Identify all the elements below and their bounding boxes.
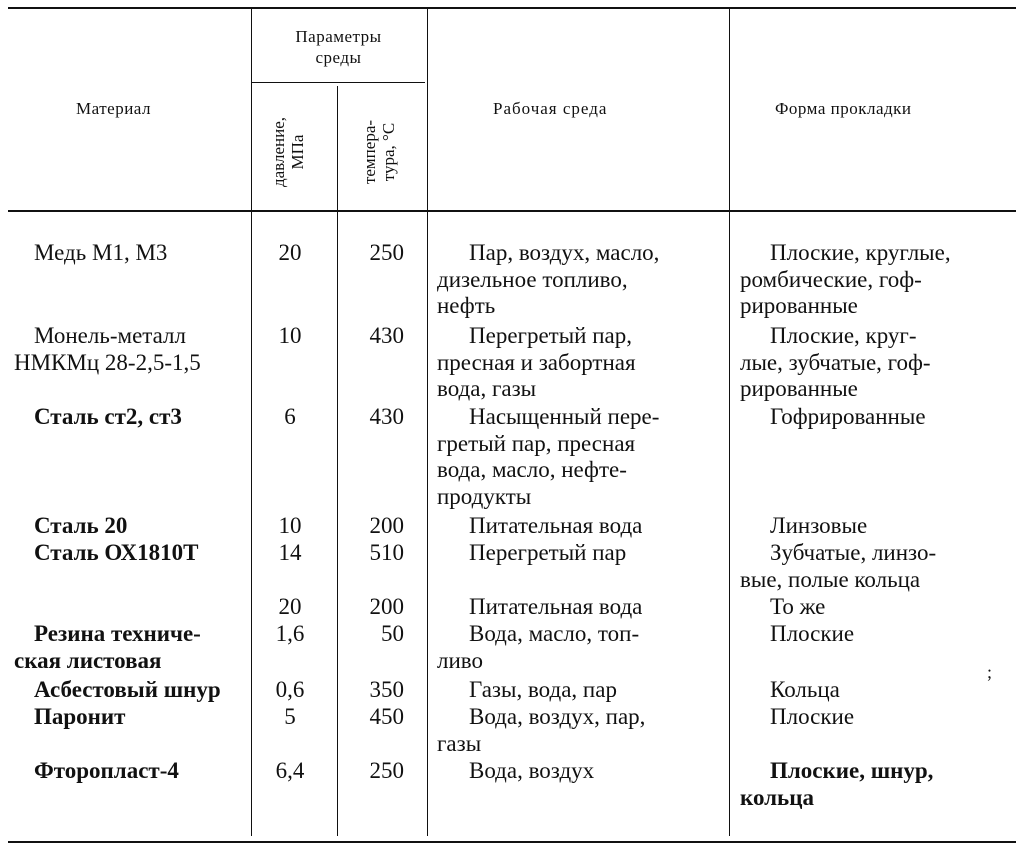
shape-line: рированные [740, 293, 858, 318]
shape-cell [740, 323, 1010, 403]
temperature-cell: 200 [369, 513, 404, 538]
header-pressure-line-1: давление, [269, 116, 288, 188]
material-line: Паронит [34, 704, 126, 729]
medium-cell [437, 621, 718, 674]
pressure-cell: 0,6 [275, 677, 305, 702]
medium-cell [437, 758, 718, 785]
pressure-cell: 5 [284, 704, 296, 729]
shape-cell [740, 404, 1010, 431]
medium-line: Насыщенный пере- [469, 404, 660, 429]
medium-cell [437, 594, 718, 621]
shape-cell [740, 621, 1010, 648]
shape-line: Линзовые [770, 513, 868, 538]
medium-line: пресная и забортная [437, 349, 636, 375]
shape-line: кольца [740, 784, 814, 810]
shape-cell [740, 594, 1010, 621]
material-cell [14, 323, 248, 376]
medium-line: Перегретый пар [469, 540, 627, 565]
shape-cell [740, 240, 1010, 320]
header-temperature-line-1: темпера- [360, 119, 379, 185]
header-pressure [269, 92, 309, 212]
medium-line: вода, газы [437, 376, 537, 401]
temperature-cell: 200 [369, 594, 404, 619]
shape-line: Зубчатые, линзо- [770, 540, 937, 565]
header-medium: Рабочая среда [493, 99, 608, 118]
stray-mark: ; [987, 662, 993, 682]
medium-cell [437, 513, 718, 540]
temperature-cell: 450 [369, 704, 404, 729]
header-temperature [360, 92, 400, 212]
shape-line: ромбические, гоф- [740, 266, 922, 292]
header-rule [8, 210, 1016, 212]
pressure-cell: 20 [278, 240, 302, 265]
temperature-cell: 430 [369, 323, 404, 348]
shape-line: Плоские [770, 621, 855, 646]
medium-cell [437, 404, 718, 510]
medium-line: Вода, воздух [469, 758, 595, 783]
medium-cell [437, 540, 718, 567]
material-line: Фторопласт-4 [34, 758, 179, 783]
temperature-cell: 430 [369, 404, 404, 429]
material-line: Асбестовый шнур [34, 677, 221, 702]
material-cell [14, 404, 248, 431]
medium-cell [437, 677, 718, 704]
shape-line: Плоские, круг- [770, 323, 917, 348]
material-cell [14, 677, 248, 704]
header-temperature-line-2: тура, °C [379, 122, 398, 182]
bottom-rule [8, 841, 1016, 843]
material-line: Сталь ст2, ст3 [34, 404, 182, 429]
temperature-cell: 510 [369, 540, 404, 565]
medium-line: Газы, вода, пар [469, 677, 617, 702]
header-params-line-2: среды [315, 48, 362, 67]
medium-line: газы [437, 730, 482, 756]
material-cell [14, 758, 248, 785]
medium-line: Вода, воздух, пар, [469, 704, 646, 729]
material-line: ская листовая [14, 647, 162, 673]
medium-line: ливо [437, 647, 483, 673]
medium-line: Питательная вода [469, 594, 643, 619]
material-line: Сталь ОХ1810Т [34, 540, 199, 565]
header-params-line-1: Параметры [295, 27, 382, 46]
pressure-cell: 10 [278, 513, 302, 538]
shape-cell [740, 677, 1010, 704]
medium-cell [437, 240, 718, 320]
material-line: Монель-металл [34, 323, 186, 348]
shape-line: Плоские, круглые, [770, 240, 951, 265]
material-line: Резина техниче- [34, 621, 201, 646]
shape-line: Гофрированные [770, 404, 926, 429]
material-line: Сталь 20 [34, 513, 128, 538]
temperature-cell: 50 [381, 621, 404, 646]
pressure-cell: 10 [278, 323, 302, 348]
pressure-cell: 20 [278, 594, 302, 619]
medium-line: вода, масло, нефте- [437, 457, 627, 482]
material-cell [14, 621, 248, 674]
temperature-cell: 350 [369, 677, 404, 702]
medium-cell [437, 704, 718, 757]
header-params-group [252, 26, 425, 68]
medium-line: гретый пар, пресная [437, 430, 636, 456]
col-divider-3 [427, 8, 428, 836]
shape-line: рированные [740, 376, 858, 401]
col-divider-2 [337, 86, 338, 836]
pressure-cell: 1,6 [275, 621, 305, 646]
shape-cell [740, 513, 1010, 540]
material-cell [14, 240, 248, 267]
col-divider-1 [251, 8, 252, 836]
medium-line: Перегретый пар, [469, 323, 632, 348]
shape-line: То же [770, 594, 826, 619]
params-subrule [252, 82, 425, 83]
shape-line: вые, полые кольца [740, 566, 921, 592]
shape-line: Плоские [770, 704, 855, 729]
header-pressure-line-2: МПа [288, 134, 307, 170]
pressure-cell: 14 [278, 540, 302, 565]
col-divider-4 [729, 8, 730, 836]
material-line: НМКМц 28-2,5-1,5 [14, 349, 201, 375]
shape-cell [740, 704, 1010, 731]
medium-line: Питательная вода [469, 513, 643, 538]
temperature-cell: 250 [369, 758, 404, 783]
material-cell [14, 704, 248, 731]
material-cell [14, 540, 248, 567]
material-line: Медь М1, М3 [34, 240, 168, 265]
shape-line: лые, зубчатые, гоф- [740, 349, 931, 375]
medium-line: нефть [437, 293, 496, 318]
shape-cell [740, 758, 1010, 811]
material-cell [14, 513, 248, 540]
medium-line: Вода, масло, топ- [469, 621, 640, 646]
header-gasket-shape: Форма прокладки [775, 99, 912, 118]
medium-line: Пар, воздух, масло, [469, 240, 660, 265]
shape-line: Плоские, шнур, [770, 758, 934, 783]
pressure-cell: 6 [284, 404, 296, 429]
shape-line: Кольца [770, 677, 840, 702]
temperature-cell: 250 [369, 240, 404, 265]
header-material: Материал [76, 99, 151, 118]
top-rule [8, 7, 1016, 9]
pressure-cell: 6,4 [275, 758, 305, 783]
medium-cell [437, 323, 718, 403]
medium-line: продукты [437, 483, 532, 509]
medium-line: дизельное топливо, [437, 266, 628, 292]
shape-cell [740, 540, 1010, 593]
